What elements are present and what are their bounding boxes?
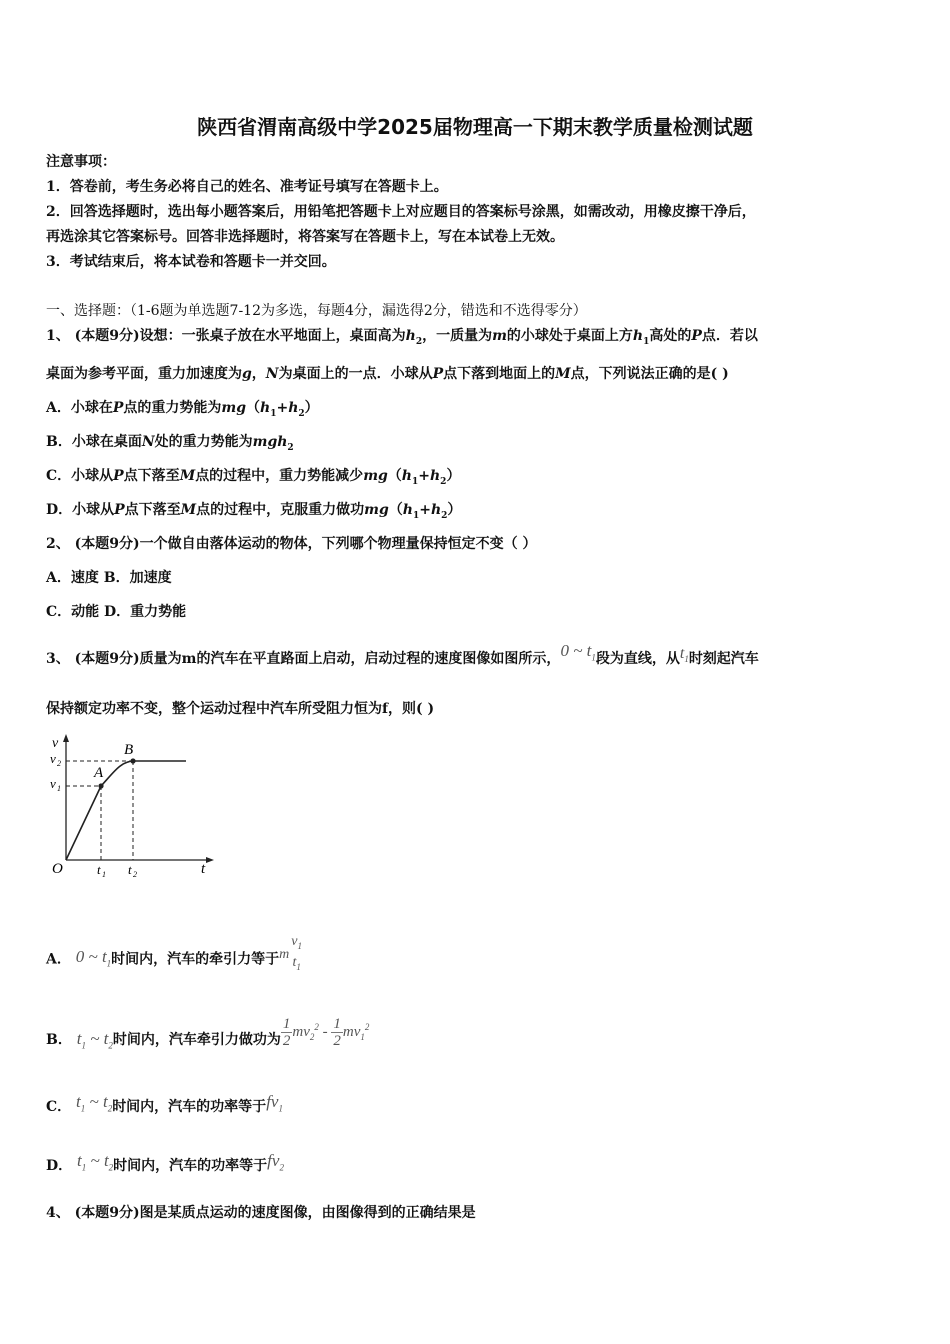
q3-option-c[interactable]: [46, 1092, 283, 1122]
math-text: mv: [342, 1023, 361, 1040]
var-h: h: [402, 502, 413, 518]
page-title: 陕西省渭南高级中学2025届物理高一下期末教学质量检测试题: [197, 115, 753, 139]
paren: （: [388, 502, 403, 518]
var-M: M: [180, 502, 197, 518]
option-text: 点下落至: [123, 468, 180, 484]
math-text: 1: [333, 1016, 341, 1032]
q1-text: 为桌面上的一点．小球从: [278, 366, 433, 382]
option-text: 小球从: [71, 468, 114, 484]
math-range: [77, 1151, 114, 1173]
sup: 2: [364, 1021, 370, 1032]
v1-label: v: [50, 776, 56, 791]
q2-options-row2[interactable]: C．动能 D．重力势能: [46, 604, 187, 620]
sub: 1: [270, 408, 277, 419]
q3-stem-line2: 保持额定功率不变，整个运动过程中汽车所受阻力恒为f，则( ): [46, 701, 435, 717]
t1-label: t: [97, 862, 101, 877]
q1-option-a[interactable]: [46, 398, 319, 424]
var-P: P: [114, 502, 125, 518]
sub: 1: [684, 654, 689, 665]
q3-text: 段为直线，从: [595, 651, 680, 667]
q1-text: 点．若以: [701, 328, 758, 344]
math-text: t: [76, 1028, 82, 1048]
math-text: ~ t: [85, 1028, 109, 1048]
t-axis-arrow: [206, 857, 214, 863]
math-text: mv: [292, 1023, 310, 1040]
q1-text: 高处的: [649, 328, 692, 344]
sub: 2: [107, 1103, 113, 1114]
math-text: 0 ~ t: [560, 641, 592, 660]
sub: 1: [81, 1162, 87, 1173]
axis-t-label: t: [201, 861, 206, 877]
sub: 1: [360, 1031, 365, 1042]
var-mg: mg: [363, 468, 388, 484]
math-text: ~ t: [86, 1151, 109, 1170]
q2-stem: [46, 534, 537, 554]
option-text: 点下落至: [124, 502, 181, 518]
var-h: h: [430, 502, 442, 518]
q2-number: 2、: [46, 536, 70, 552]
q1-option-b[interactable]: [46, 432, 294, 458]
q4-stem: [46, 1203, 476, 1223]
var-h: h: [401, 468, 412, 484]
plus: +: [276, 400, 289, 416]
option-text: 处的重力势能为: [154, 434, 253, 450]
math-text: t: [292, 954, 297, 970]
q2-options-row1[interactable]: A．速度 B．加速度: [46, 570, 172, 586]
option-label: B．: [46, 1031, 72, 1048]
q1-stem-line1: [46, 326, 758, 352]
var-g: g: [242, 366, 252, 382]
var-N: N: [141, 434, 155, 450]
q4-number: 4、: [46, 1205, 70, 1221]
option-label: B．: [46, 434, 72, 450]
paren: （: [387, 468, 402, 484]
sub: 2: [287, 442, 294, 453]
math-text: 2: [282, 1033, 291, 1049]
paren: ）: [446, 468, 461, 484]
fraction-half: [331, 1016, 343, 1049]
var-P: P: [432, 366, 444, 382]
q4-text: 图是某质点运动的速度图像，由图像得到的正确结果是: [139, 1205, 476, 1221]
var-h: h: [260, 400, 271, 416]
math-range: [76, 1092, 113, 1114]
option-text: 时间内，汽车的功率等于: [113, 1158, 268, 1174]
math-fv2: [267, 1151, 284, 1173]
option-label: C．: [46, 468, 72, 484]
q3-text: 质量为m的汽车在平直路面上启动，启动过程的速度图像如图所示，: [139, 651, 561, 667]
sub: 1: [106, 957, 112, 968]
fraction: [289, 934, 304, 975]
section-heading: 一、选择题：（1-6题为单选题7-12为多选，每题4分，漏选得2分，错选和不选得零分）: [46, 303, 587, 319]
paren: ）: [447, 502, 462, 518]
notes-item-2-cont: 再选涂其它答案标号。回答非选择题时，将答案写在答题卡上，写在本试卷上无效。: [46, 229, 564, 245]
point-b-label: B: [124, 742, 134, 758]
sub: 2: [298, 408, 305, 419]
sub: 2: [108, 1040, 113, 1051]
paren: ）: [304, 400, 319, 416]
v2-sub: 2: [57, 759, 61, 768]
v-axis-arrow: [63, 734, 69, 742]
var-M: M: [179, 468, 196, 484]
sub: 2: [108, 1162, 114, 1173]
var-h: h: [405, 328, 416, 344]
point-a-label: A: [94, 765, 104, 781]
q3-option-d[interactable]: [46, 1151, 284, 1181]
var-mg: mg: [364, 502, 389, 518]
var-mgh: mgh: [252, 434, 288, 450]
sub: 2: [440, 476, 447, 487]
q3-option-b[interactable]: [46, 1016, 370, 1057]
var-h: h: [429, 468, 441, 484]
var-mg: mg: [221, 400, 247, 416]
plus: +: [419, 502, 431, 518]
q1-text: 设想：一张桌子放在水平地面上，桌面高为: [139, 328, 406, 344]
math-text: v: [291, 934, 298, 949]
sub: 1: [296, 961, 301, 972]
option-label: A．: [46, 400, 71, 416]
notes-heading: 注意事项：: [46, 154, 116, 170]
t2-sub: 2: [133, 870, 137, 879]
q1-text: 桌面为参考平面，重力加速度为: [46, 366, 242, 382]
q2-tag: (本题9分): [74, 536, 140, 552]
q1-text: ，: [251, 366, 266, 382]
axis-v-label: v: [52, 736, 59, 751]
option-text: 小球从: [72, 502, 115, 518]
point-b-marker: [130, 758, 135, 763]
sub: 1: [591, 652, 596, 663]
math-range: [76, 1028, 113, 1051]
t2-label: t: [128, 862, 132, 877]
plus: +: [418, 468, 430, 484]
sub: 2: [415, 336, 423, 347]
q4-tag: (本题9分): [74, 1205, 140, 1221]
sub: 2: [309, 1031, 315, 1042]
option-text: 时间内，汽车牵引力做功为: [112, 1031, 281, 1048]
var-P: P: [112, 400, 124, 416]
q1-stem-line2: [46, 364, 729, 384]
sub: 2: [441, 510, 448, 521]
math-text: 2: [333, 1033, 341, 1049]
v1-sub: 1: [57, 784, 61, 793]
q1-option-d[interactable]: [46, 500, 461, 526]
notes-item-2: 2．回答选择题时，选出每小题答案后，用铅笔把答题卡上对应题目的答案标号涂黑，如需改动，用橡皮擦干净后，: [46, 204, 756, 220]
sub: 2: [279, 1162, 284, 1173]
velocity-time-graph: [44, 732, 220, 882]
math-range: [76, 947, 111, 966]
var-h: h: [632, 328, 644, 344]
q1-number: 1、: [46, 328, 70, 344]
var-P: P: [691, 328, 702, 344]
t1-sub: 1: [102, 870, 106, 879]
q1-text: 点，下列说法正确的是( ): [570, 366, 729, 382]
math-t1: [679, 645, 689, 665]
q3-option-a[interactable]: [46, 934, 304, 981]
origin-label: O: [52, 861, 63, 877]
option-text: 点的过程中，克服重力做功: [196, 502, 365, 518]
option-label: C．: [46, 1099, 72, 1115]
velocity-curve: [66, 761, 186, 860]
math-work-expression: [281, 1016, 370, 1049]
sub: 1: [80, 1103, 86, 1114]
var-h: h: [288, 400, 299, 416]
option-label: D．: [46, 1158, 73, 1174]
math-text: 1: [282, 1016, 291, 1032]
option-text: 点的过程中，重力势能减少: [195, 468, 364, 484]
q3-number: 3、: [46, 651, 70, 667]
var-M: M: [555, 366, 571, 382]
option-label: D．: [46, 502, 73, 518]
fraction-half: [281, 1016, 293, 1049]
point-a-marker: [98, 783, 103, 788]
var-N: N: [265, 366, 279, 382]
math-fv1: [266, 1092, 283, 1114]
q1-text: 点下落到地面上的: [443, 366, 556, 382]
math-m-v1-over-t1: [279, 934, 304, 972]
v2-label: v: [50, 751, 56, 766]
option-text: 小球在桌面: [71, 434, 142, 450]
math-range: [560, 641, 596, 663]
q3-tag: (本题9分): [74, 651, 140, 667]
sub: 1: [411, 476, 419, 487]
q1-tag: (本题9分): [74, 328, 140, 344]
math-text: t: [76, 1092, 81, 1111]
sub: 1: [297, 940, 303, 951]
notes-item-1: 1．答卷前，考生务必将自己的姓名、准考证号填写在答题卡上。: [46, 179, 448, 195]
option-label: A．: [46, 951, 71, 968]
sub: 1: [643, 336, 650, 347]
var-P: P: [113, 468, 124, 484]
q2-text: 一个做自由落体运动的物体，下列哪个物理量保持恒定不变（ ）: [139, 536, 537, 552]
sub: 1: [412, 510, 420, 521]
option-text: 时间内，汽车的牵引力等于: [111, 951, 280, 968]
sub: 1: [278, 1103, 283, 1114]
math-text: m: [279, 946, 290, 962]
math-text: 0 ~ t: [75, 946, 107, 966]
q3-stem-line1: [46, 641, 759, 674]
option-text: 时间内，汽车的功率等于: [112, 1099, 267, 1115]
var-m: m: [492, 328, 507, 344]
option-text: 点的重力势能为: [123, 400, 222, 416]
math-text: -: [318, 1023, 332, 1040]
sub: 1: [81, 1040, 86, 1051]
math-text: t: [77, 1151, 82, 1170]
q3-text: 时刻起汽车: [688, 651, 759, 667]
paren: （: [246, 400, 261, 416]
math-text: fv: [266, 1092, 279, 1111]
q1-text: ，一质量为: [422, 328, 493, 344]
math-text: ~ t: [85, 1092, 108, 1111]
notes-item-3: 3．考试结束后，将本试卷和答题卡一并交回。: [46, 254, 336, 270]
math-text: t: [679, 645, 685, 662]
option-text: 小球在: [70, 400, 113, 416]
sup: 2: [314, 1021, 319, 1032]
q1-option-c[interactable]: [46, 466, 460, 492]
math-text: fv: [267, 1151, 280, 1170]
q1-text: 的小球处于桌面上方: [506, 328, 633, 344]
